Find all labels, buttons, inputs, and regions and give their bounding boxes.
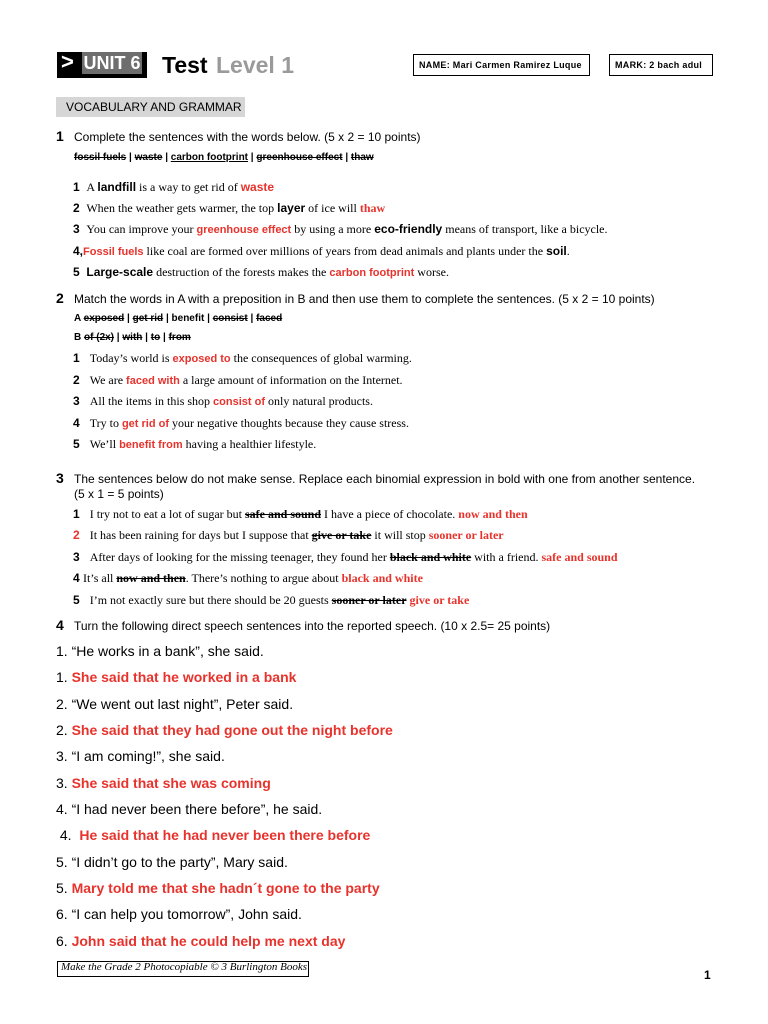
item-text: . There’s nothing to argue about <box>185 571 342 585</box>
exercise-1-number: 1 <box>56 128 64 144</box>
answer: thaw <box>359 201 386 215</box>
answer-number: 6. <box>56 933 72 949</box>
ex3-item-5 <box>73 593 469 608</box>
item-keyword: eco-friendly <box>374 222 443 236</box>
answer-number: 4. <box>56 827 80 843</box>
word: exposed <box>83 313 125 324</box>
item-text: I have a piece of chocolate. <box>321 507 459 521</box>
word: greenhouse effect <box>256 152 343 163</box>
answer: safe and sound <box>541 550 618 564</box>
separator: | <box>163 332 166 343</box>
item-text: When the weather gets warmer, the top <box>86 201 278 215</box>
answer: give or take <box>409 593 470 607</box>
answer-number: 3. <box>56 775 72 791</box>
struck-expression: sooner or later <box>331 593 407 607</box>
item-number: 2 <box>73 373 80 387</box>
item-number: 5 <box>73 437 80 451</box>
exercise-3-instruction: The sentences below do not make sense. Replace each binomial expression in bold with one from another sentence. <box>74 472 696 486</box>
word: thaw <box>350 152 374 163</box>
section-title: VOCABULARY AND GRAMMAR <box>66 100 242 114</box>
item-text: having a healthier lifestyle. <box>182 437 317 451</box>
item-text: It’s all <box>83 571 117 585</box>
separator: | <box>165 313 169 324</box>
exercise-2-list-a <box>74 313 282 324</box>
exercise-1-wordbank <box>74 152 374 163</box>
item-text: It has been raining for days but I suppose that <box>89 528 312 542</box>
word: faced <box>256 313 283 324</box>
ex2-item-3 <box>73 394 373 409</box>
ex4-question-2: 2. “We went out last night”, Peter said. <box>56 696 294 712</box>
item-text: like coal are formed over millions of years from dead animals and plants under the <box>143 244 547 258</box>
ex4-question-5: 5. “I didn’t go to the party”, Mary said. <box>56 854 288 870</box>
exercise-2-list-b <box>74 332 191 343</box>
item-number: 3 <box>73 550 80 564</box>
item-keyword: soil <box>546 244 567 258</box>
item-number: 1 <box>73 180 80 194</box>
ex3-item-4 <box>73 571 423 586</box>
ex4-question-1: 1. “He works in a bank”, she said. <box>56 643 264 659</box>
list-label: A <box>74 313 81 324</box>
word: consist <box>212 313 248 324</box>
item-text: You can improve your <box>86 222 197 236</box>
answer: Mary told me that she hadn´t gone to the party <box>71 880 380 896</box>
exercise-2-instruction: Match the words in A with a preposition in B and then use them to complete the sentences. (5 x 2 = 10 points) <box>74 292 655 306</box>
item-text: I try not to eat a lot of sugar but <box>89 507 245 521</box>
exercise-1-instruction: Complete the sentences with the words below. (5 x 2 = 10 points) <box>74 130 421 144</box>
footer-copyright: Make the Grade 2 Photocopiable © 3 Burlington Books <box>61 961 308 973</box>
item-text: I’m not exactly sure but there should be 20 guests <box>89 593 332 607</box>
item-text: Today’s world is <box>89 351 173 365</box>
answer: consist of <box>213 396 265 408</box>
ex4-question-4: 4. “I had never been there before”, he said. <box>56 801 323 817</box>
ex4-answer-1 <box>56 669 296 685</box>
ex1-item-3 <box>73 222 608 237</box>
item-number: 3 <box>73 394 80 408</box>
answer: exposed to <box>172 353 231 365</box>
answer: She said that they had gone out the night before <box>71 722 393 738</box>
ex1-item-4 <box>73 244 570 259</box>
answer: sooner or later <box>428 528 504 542</box>
item-text: by using a more <box>291 222 375 236</box>
ex2-item-5 <box>73 437 316 452</box>
answer: waste <box>240 180 275 194</box>
item-text: the consequences of global warming. <box>230 351 412 365</box>
ex4-answer-6 <box>56 933 345 949</box>
separator: | <box>129 152 132 163</box>
item-number: 4 <box>73 571 80 585</box>
ex4-answer-5 <box>56 880 380 896</box>
item-text: only natural products. <box>265 394 373 408</box>
item-text: with a friend. <box>471 550 542 564</box>
item-text: destruction of the forests makes the <box>153 265 330 279</box>
struck-expression: black and white <box>389 550 472 564</box>
answer: black and white <box>341 571 423 585</box>
item-number: 4 <box>73 416 80 430</box>
item-keyword: layer <box>277 201 306 215</box>
word: to <box>150 332 161 343</box>
answer: John said that he could help me next day <box>71 933 346 949</box>
answer: greenhouse effect <box>196 224 292 236</box>
exercise-4-number: 4 <box>56 617 64 633</box>
word: with <box>122 332 143 343</box>
item-keyword: Large-scale <box>86 265 154 279</box>
item-number: 2 <box>73 528 80 542</box>
ex4-question-3: 3. “I am coming!”, she said. <box>56 748 225 764</box>
item-text: Try to <box>89 416 122 430</box>
item-text: We’ll <box>89 437 120 451</box>
ex4-answer-3 <box>56 775 271 791</box>
item-text: After days of looking for the missing teenager, they found her <box>89 550 390 564</box>
ex3-item-2 <box>73 528 504 543</box>
item-number: 5 <box>73 265 80 279</box>
answer: now and then <box>458 507 528 521</box>
ex2-item-1 <box>73 351 412 366</box>
list-label: B <box>74 332 82 343</box>
separator: | <box>127 313 130 324</box>
separator: | <box>250 152 254 163</box>
item-number: 4, <box>73 244 84 258</box>
exercise-3-number: 3 <box>56 470 64 486</box>
name-field <box>413 54 590 76</box>
item-text: worse. <box>414 265 449 279</box>
item-text: your negative thoughts because they cause stress. <box>169 416 409 430</box>
item-text: . <box>566 244 570 258</box>
separator: | <box>145 332 148 343</box>
answer-number: 1. <box>56 669 72 685</box>
item-text: of ice will <box>305 201 360 215</box>
ex2-item-4 <box>73 416 409 431</box>
ex1-item-1 <box>73 180 274 195</box>
answer-number: 2. <box>56 722 72 738</box>
separator: | <box>345 152 349 163</box>
word: from <box>168 332 191 343</box>
item-text: We are <box>89 373 127 387</box>
struck-expression: now and then <box>116 571 186 585</box>
item-number: 3 <box>73 222 80 236</box>
exercise-4-instruction: Turn the following direct speech sentences into the reported speech. (10 x 2.5= 25 points) <box>74 619 551 633</box>
answer: get rid of <box>121 418 170 430</box>
item-text: is a way to get rid of <box>136 180 241 194</box>
separator: | <box>165 152 169 163</box>
ex3-item-1 <box>73 507 528 522</box>
item-text: it will stop <box>371 528 429 542</box>
ex1-item-2 <box>73 201 385 216</box>
item-number: 5 <box>73 593 80 607</box>
word: of (2x) <box>84 332 115 343</box>
item-number: 1 <box>73 351 80 365</box>
answer-number: 5. <box>56 880 72 896</box>
item-number: 1 <box>73 507 80 521</box>
word: fossil fuels <box>74 152 127 163</box>
item-text: All the items in this shop <box>89 394 214 408</box>
exercise-3-points: (5 x 1 = 5 points) <box>74 487 164 501</box>
item-number: 2 <box>73 201 80 215</box>
ex2-item-2 <box>73 373 403 388</box>
item-text: A <box>86 180 98 194</box>
exercise-2-number: 2 <box>56 290 64 306</box>
word: waste <box>134 152 163 163</box>
struck-expression: safe and sound <box>245 507 322 521</box>
answer: faced with <box>126 375 180 387</box>
answer: She said that she was coming <box>71 775 271 791</box>
test-title: Test <box>162 52 208 78</box>
page-number: 1 <box>704 968 711 982</box>
ex4-answer-2 <box>56 722 393 738</box>
word: get rid <box>132 313 164 324</box>
name-text: NAME: Mari Carmen Ramirez Luque <box>419 60 582 70</box>
word: carbon footprint <box>170 152 249 163</box>
ex4-question-6: 6. “I can help you tomorrow”, John said. <box>56 906 302 922</box>
unit-label: UNIT 6 <box>83 53 141 73</box>
ex4-answer-4 <box>56 827 370 843</box>
answer: Fossil fuels <box>83 246 144 258</box>
answer: benefit from <box>119 439 183 451</box>
ex3-item-3 <box>73 550 618 565</box>
item-text: means of transport, like a bicycle. <box>442 222 608 236</box>
answer: carbon footprint <box>329 267 415 279</box>
ex1-item-5 <box>73 265 449 280</box>
struck-expression: give or take <box>311 528 372 542</box>
separator: | <box>250 313 254 324</box>
word: benefit <box>171 313 205 324</box>
item-text: a large amount of information on the Internet. <box>179 373 403 387</box>
answer: She said that he worked in a bank <box>71 669 297 685</box>
mark-text: MARK: 2 bach adul <box>615 60 703 70</box>
separator: | <box>116 332 120 343</box>
separator: | <box>207 313 210 324</box>
chevron-right-icon: > <box>61 49 74 74</box>
test-level: Level 1 <box>216 52 294 78</box>
mark-field <box>609 54 713 76</box>
item-keyword: landfill <box>97 180 137 194</box>
answer: He said that he had never been there before <box>79 827 371 843</box>
